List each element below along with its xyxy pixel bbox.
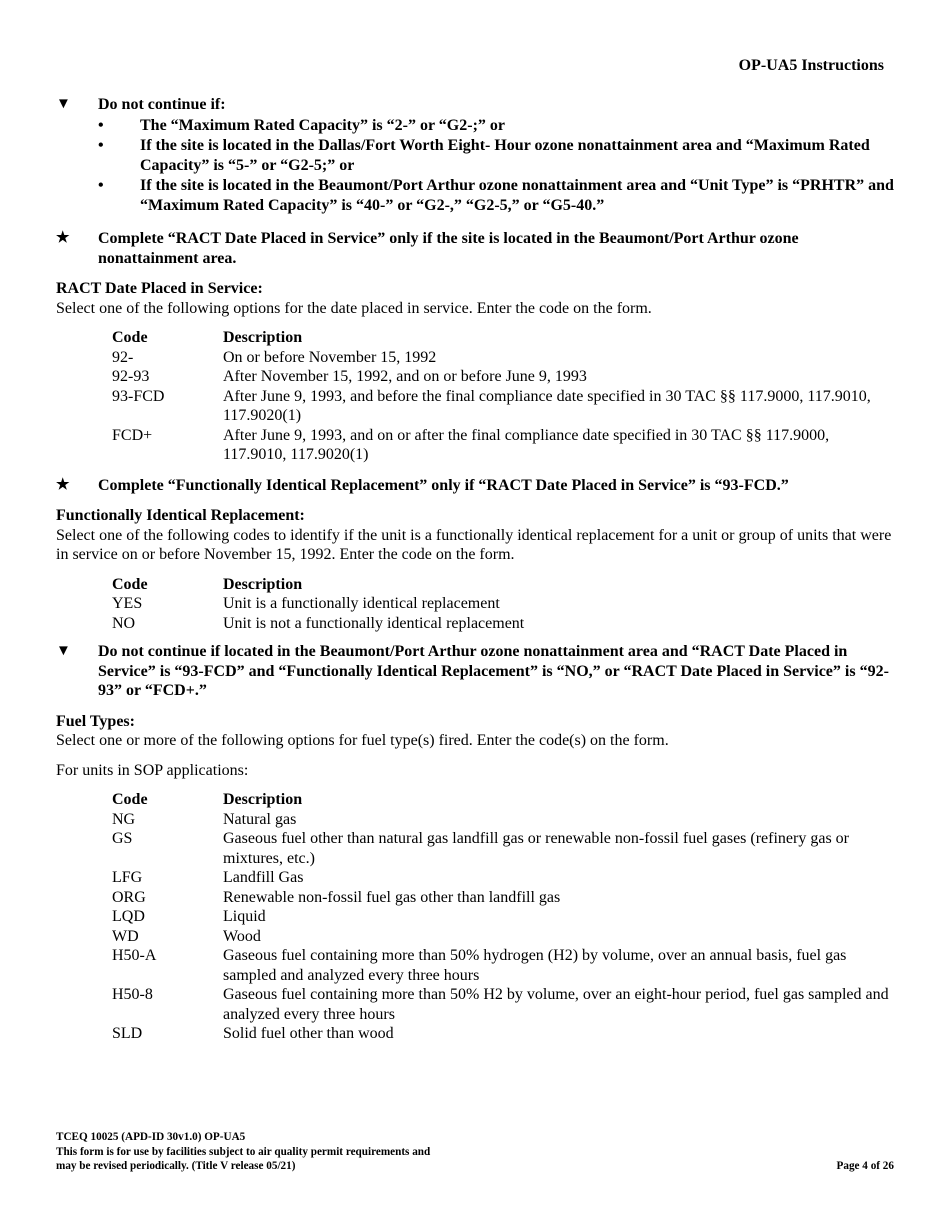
code-cell: ORG: [112, 888, 146, 906]
code-cell: H50-A: [112, 947, 157, 964]
section-intro: Select one or more of the following options for fuel type(s) fired. Enter the code(s) on the form.: [56, 732, 669, 749]
description-cell: On or before November 15, 1992: [223, 348, 437, 366]
column-header-description: Description: [223, 575, 303, 593]
fuel-types-section: [56, 712, 894, 1044]
code-cell: GS: [112, 830, 133, 847]
table-row: [112, 387, 894, 426]
code-table: [112, 328, 894, 465]
star-icon: ★: [56, 476, 70, 493]
section-heading: Functionally Identical Replacement:: [56, 507, 305, 524]
ract-section: [56, 279, 894, 465]
code-cell: LFG: [112, 869, 143, 886]
code-cell: SLD: [112, 1025, 143, 1042]
page-footer: [56, 1130, 894, 1174]
code-cell: LQD: [112, 908, 145, 925]
section-heading: RACT Date Placed in Service:: [56, 280, 263, 297]
do-not-continue-notice: [56, 95, 894, 215]
code-cell: NG: [112, 810, 136, 828]
column-header-code: Code: [112, 329, 148, 346]
code-cell: YES: [112, 595, 143, 612]
list-item: [98, 136, 894, 175]
footer-note: This form is for use by facilities subject to air quality permit requirements and: [56, 1145, 431, 1158]
footer-note: may be revised periodically. (Title V release 05/21): [56, 1160, 296, 1173]
table-header-row: [112, 328, 894, 348]
triangle-down-icon: ▼: [56, 96, 71, 112]
table-row: [112, 348, 894, 368]
page-header-title: OP-UA5 Instructions: [738, 57, 884, 74]
notice-text: Complete “Functionally Identical Replacement” only if “RACT Date Placed in Service” is “93-FCD.”: [98, 476, 789, 494]
description-cell: After November 15, 1992, and on or before June 9, 1993: [223, 368, 587, 385]
table-row: [112, 367, 894, 387]
table-row: [112, 1024, 894, 1044]
description-cell: Natural gas: [223, 810, 297, 828]
bullet-icon: •: [98, 116, 104, 134]
code-cell: WD: [112, 927, 139, 945]
notice-text: Complete “RACT Date Placed in Service” only if the site is located in the Beaumont/Port Arthur ozone nonattainment area.: [98, 230, 799, 267]
table-row: [112, 985, 894, 1024]
description-cell: After June 9, 1993, and before the final compliance date specified in 30 TAC §§ 117.9000, 117.9010, 117.9020(1): [223, 387, 871, 424]
list-item: [98, 116, 894, 136]
table-row: [112, 927, 894, 947]
triangle-down-icon: ▼: [56, 643, 71, 659]
page-number: Page 4 of 26: [836, 1160, 894, 1173]
list-item-text: If the site is located in the Dallas/Fort Worth Eight- Hour ozone nonattainment area and “Maximum Rated Capacity” is “5-” or “G2-5;” or: [140, 137, 870, 174]
table-row: [112, 868, 894, 888]
code-cell: H50-8: [112, 986, 153, 1003]
description-cell: Unit is not a functionally identical replacement: [223, 614, 525, 632]
table-row: [112, 888, 894, 908]
code-table: [112, 575, 524, 634]
do-not-continue-notice: [56, 642, 894, 701]
code-cell: 93-FCD: [112, 387, 165, 405]
condition-list: [98, 116, 894, 216]
description-cell: Gaseous fuel other than natural gas landfill gas or renewable non-fossil fuel gases (refinery gas or mixtures, etc.): [223, 830, 850, 867]
table-row: [112, 614, 524, 634]
column-header-code: Code: [112, 575, 148, 593]
bullet-icon: •: [98, 177, 104, 194]
complete-only-if-notice: [56, 476, 894, 496]
section-heading: Fuel Types:: [56, 712, 135, 730]
table-header-row: [112, 575, 524, 595]
section-intro: Select one of the following options for the date placed in service. Enter the code on the form.: [56, 299, 652, 317]
document-body: [56, 93, 894, 1044]
section-intro: Select one of the following codes to identify if the unit is a functionally identical replacement for a unit or group of units that were in service on or before November 15, 1992. Enter the code on the form.: [56, 526, 892, 563]
description-cell: Liquid: [223, 908, 266, 925]
table-row: [112, 946, 894, 985]
complete-only-if-notice: [56, 229, 894, 268]
form-id: TCEQ 10025 (APD-ID 30v1.0) OP-UA5: [56, 1131, 246, 1143]
table-row: [112, 426, 894, 465]
column-header-description: Description: [223, 329, 303, 346]
description-cell: Solid fuel other than wood: [223, 1025, 394, 1042]
notice-text: Do not continue if:: [98, 96, 226, 113]
list-item-text: If the site is located in the Beaumont/Port Arthur ozone nonattainment area and “Unit Type” is “PRHTR” and “Maximum Rated Capacity” is “40-” or “G2-,” “G2-5,” or “G5-40.”: [140, 177, 894, 214]
code-table: [112, 790, 894, 1044]
star-icon: ★: [56, 230, 70, 246]
code-cell: FCD+: [112, 426, 153, 444]
bullet-icon: •: [98, 137, 104, 154]
description-cell: Unit is a functionally identical replacement: [223, 595, 500, 612]
table-row: [112, 829, 894, 868]
fir-section: [56, 506, 894, 633]
sop-note: For units in SOP applications:: [56, 761, 249, 779]
table-row: [112, 594, 524, 614]
table-row: [112, 907, 894, 927]
description-cell: Wood: [223, 927, 261, 945]
column-header-description: Description: [223, 791, 303, 808]
description-cell: Gaseous fuel containing more than 50% hydrogen (H2) by volume, over an annual basis, fuel gas sampled and analyzed every three hours: [223, 947, 847, 984]
code-cell: 92-: [112, 348, 134, 366]
description-cell: Landfill Gas: [223, 869, 304, 886]
description-cell: Gaseous fuel containing more than 50% H2 by volume, over an eight-hour period, fuel gas sampled and analyzed every three hours: [223, 986, 889, 1023]
description-cell: Renewable non-fossil fuel gas other than landfill gas: [223, 888, 561, 906]
description-cell: After June 9, 1993, and on or after the final compliance date specified in 30 TAC §§ 117.9000, 117.9010, 117.9020(1): [223, 426, 830, 463]
table-row: [112, 810, 894, 830]
notice-text: Do not continue if located in the Beaumont/Port Arthur ozone nonattainment area and “RACT Date Placed in Service” is “93-FCD” and “Functionally Identical Replacement” is “NO,” or “RACT Date Placed in Service” is “92-93” or “FCD+.”: [98, 643, 889, 699]
list-item: [98, 176, 894, 215]
table-header-row: [112, 790, 894, 810]
list-item-text: The “Maximum Rated Capacity” is “2-” or “G2-;” or: [140, 116, 505, 134]
code-cell: 92-93: [112, 368, 150, 385]
column-header-code: Code: [112, 791, 148, 808]
code-cell: NO: [112, 614, 136, 632]
